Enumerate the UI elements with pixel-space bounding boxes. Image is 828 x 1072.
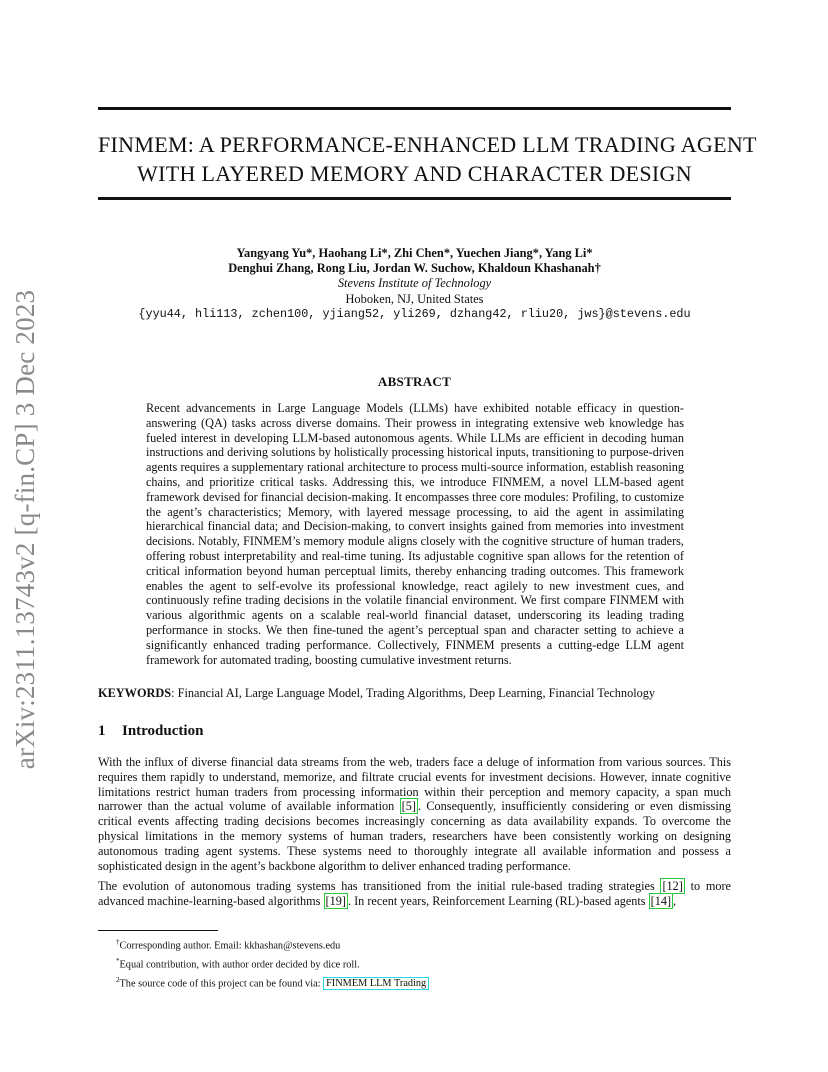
- intro-p2-text-a: The evolution of autonomous trading systems has transitioned from the initial rule-based trading strategies: [98, 879, 661, 894]
- source-code-link[interactable]: FINMEM LLM Trading: [323, 977, 429, 990]
- section-heading-introduction: [98, 722, 731, 740]
- intro-p2-text-d: ,: [673, 894, 677, 909]
- footnotes: [116, 935, 731, 992]
- title-line-1: FINMEM: A PERFORMANCE-ENHANCED LLM TRADING AGENT: [98, 132, 757, 157]
- title-bottom-rule: [98, 197, 731, 200]
- arxiv-stamp: [4, 284, 48, 774]
- keywords-text: : Financial AI, Large Language Model, Trading Algorithms, Deep Learning, Financial Technology: [171, 686, 656, 700]
- arxiv-identifier[interactable]: arXiv:2311.13743v2 [q-fin.CP] 3 Dec 2023: [10, 289, 41, 769]
- keywords-label: KEYWORDS: [98, 686, 172, 700]
- paper-title: [98, 130, 757, 188]
- introduction-body: [98, 755, 731, 915]
- author-block: [98, 246, 731, 322]
- footnote-mark: 2: [116, 976, 120, 985]
- footnote-rule: [98, 930, 218, 931]
- author-emails: {yyu44, hli113, zchen100, yjiang52, yli269, dzhang42, rliu20, jws}@stevens.edu: [138, 306, 691, 321]
- abstract-body: Recent advancements in Large Language Models (LLMs) have exhibited notable efficacy in question-answering (QA) tasks across diverse domains. Their prowess in integrating extensive web knowledge has fueled interest in developing LLM-based autonomous agents. While LLMs are efficient in decoding human instructions and deriving solutions by holistically processing historical inputs, transitioning to purpose-driven agents requires a supplementary rational architecture to process multi-source information, establish reasoning chains, and prioritize critical tasks. Addressing this, we introduce FINMEM, a novel LLM-based agent framework devised for financial decision-making. It encompasses three core modules: Profiling, to customize the agent’s characteristics; Memory, with layered message processing, to aid the agent in assimilating hierarchical financial data; and Decision-making, to convert insights gained from memories into investment decisions. Notably, FINMEM’s memory module aligns closely with the cognitive structure of human traders, offering robust interpretability and real-time tuning. Its adjustable cognitive span allows for the retention of critical information beyond human perceptual limits, thereby enhancing trading outcomes. This framework enables the agent to self-evolve its professional knowledge, react agilely to new investment cues, and continuously refine trading decisions in the volatile financial environment. We first compare FINMEM with various algorithmic agents on a scalable real-world financial dataset, underscoring its leading trading performance in stocks. We then fine-tuned the agent’s perceptual span and character setting to achieve a significantly enhanced trading performance. Collectively, FINMEM presents a cutting-edge LLM agent framework for automated trading, boosting cumulative investment returns.: [146, 401, 684, 667]
- author-line-2: Denghui Zhang, Rong Liu, Jordan W. Suchow, Khaldoun Khashanah†: [228, 261, 601, 276]
- intro-p1-text-b: . Consequently, insufficiently considering or even dismissing critical events affecting trading decisions becomes increasingly concerning as data availability expands. To overcome the physical limitations in the memory systems of human traders, researchers have been consistently working on designing autonomous trading agent systems. These systems need to thoroughly integrate all available information and possess a sophisticated design in the agent’s backbone algorithm to deliver enhanced trading performance.: [98, 799, 731, 873]
- footnote-corresponding-author: [116, 935, 731, 954]
- citation-5-link[interactable]: [5]: [401, 799, 416, 814]
- footnote-text: Corresponding author. Email: kkhashan@stevens.edu: [119, 940, 341, 952]
- abstract-heading: ABSTRACT: [377, 374, 452, 389]
- footnote-equal-contribution: [116, 954, 731, 973]
- section-number: 1: [98, 723, 106, 739]
- footnote-source-code: [116, 973, 731, 992]
- intro-paragraph-2: [98, 879, 731, 909]
- citation-19-link[interactable]: [19]: [325, 894, 346, 909]
- title-line-2: WITH LAYERED MEMORY AND CHARACTER DESIGN: [137, 161, 692, 186]
- intro-p1-text-a: With the influx of diverse financial data streams from the web, traders face a deluge of information from various sources. This requires them rapidly to understand, memorize, and filtrate crucial events for investment decisions. However, innate cognitive limitations restrict human traders from processing information within their perception and memory capacity, a span much narrower than the actual volume of available information: [98, 755, 731, 814]
- footnote-mark: †: [116, 938, 120, 946]
- section-title: Introduction: [122, 723, 204, 739]
- footnote-text: Equal contribution, with author order decided by dice roll.: [119, 959, 360, 971]
- title-top-rule: [98, 107, 731, 110]
- location: Hoboken, NJ, United States: [345, 291, 484, 306]
- affiliation: Stevens Institute of Technology: [337, 276, 492, 291]
- footnote-text: The source code of this project can be found via:: [119, 978, 324, 990]
- citation-14-link[interactable]: [14]: [650, 894, 672, 909]
- intro-paragraph-1: [98, 755, 731, 873]
- intro-p2-text-b: to more advanced machine-learning-based algorithms: [98, 879, 731, 909]
- footnote-mark: *: [116, 957, 120, 966]
- intro-p2-text-c: . In recent years, Reinforcement Learning (RL)-based agents: [347, 894, 649, 909]
- citation-12-link[interactable]: [12]: [662, 879, 683, 894]
- author-line-1: Yangyang Yu*, Haohang Li*, Zhi Chen*, Yuechen Jiang*, Yang Li*: [236, 246, 593, 260]
- keywords: [98, 686, 731, 701]
